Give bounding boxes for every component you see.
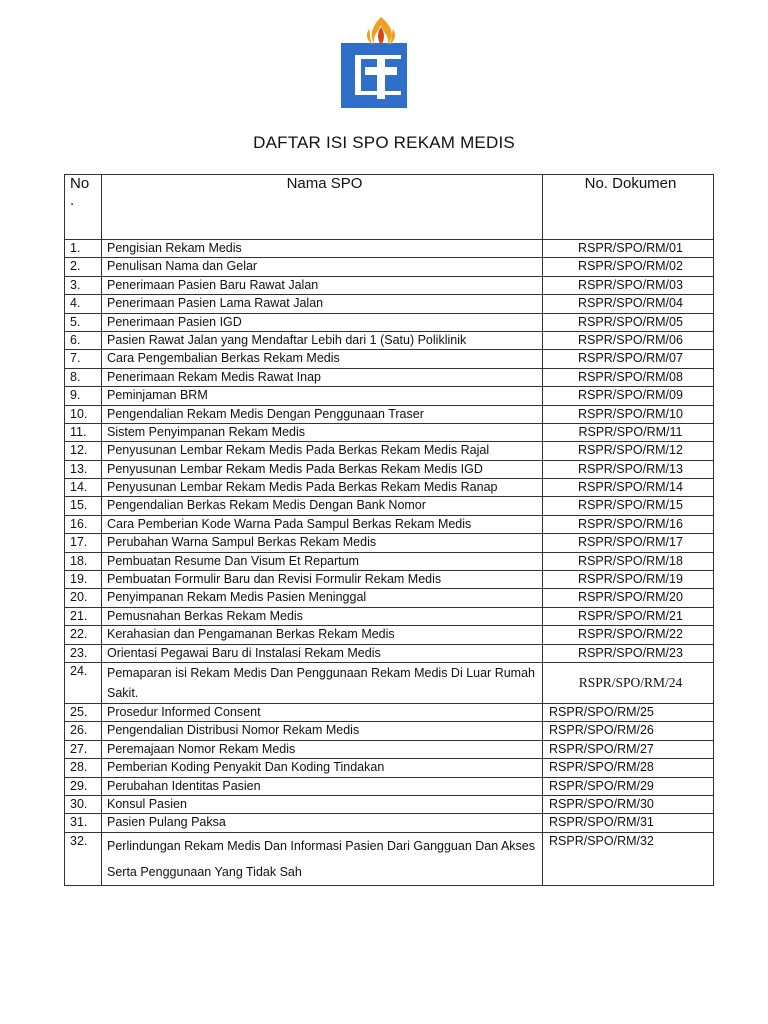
row-number: 8.: [65, 368, 102, 386]
document-number: RSPR/SPO/RM/16: [543, 515, 714, 533]
document-number: RSPR/SPO/RM/21: [543, 607, 714, 625]
document-number: RSPR/SPO/RM/02: [543, 258, 714, 276]
document-number: RSPR/SPO/RM/22: [543, 626, 714, 644]
table-header-row: [65, 175, 714, 240]
table-row: [65, 703, 714, 721]
document-number: RSPR/SPO/RM/08: [543, 368, 714, 386]
row-number: 29.: [65, 777, 102, 795]
table-row: [65, 240, 714, 258]
spo-name: Penerimaan Pasien IGD: [102, 313, 543, 331]
spo-name: Pasien Pulang Paksa: [102, 814, 543, 832]
row-number: 1.: [65, 240, 102, 258]
spo-name: Penyusunan Lembar Rekam Medis Pada Berkas Rekam Medis Rajal: [102, 442, 543, 460]
document-number: RSPR/SPO/RM/09: [543, 387, 714, 405]
row-number: 6.: [65, 331, 102, 349]
table-row: [65, 442, 714, 460]
row-number: 23.: [65, 644, 102, 662]
spo-name: Konsul Pasien: [102, 795, 543, 813]
row-number: 22.: [65, 626, 102, 644]
table-row: [65, 258, 714, 276]
spo-table: [64, 174, 714, 886]
spo-name: Pengisian Rekam Medis: [102, 240, 543, 258]
row-number: 5.: [65, 313, 102, 331]
table-row: [65, 607, 714, 625]
document-number: RSPR/SPO/RM/15: [543, 497, 714, 515]
row-number: 14.: [65, 479, 102, 497]
spo-name: Penerimaan Pasien Lama Rawat Jalan: [102, 295, 543, 313]
spo-name: Penyimpanan Rekam Medis Pasien Meninggal: [102, 589, 543, 607]
document-number: RSPR/SPO/RM/06: [543, 331, 714, 349]
spo-name: Penyusunan Lembar Rekam Medis Pada Berkas Rekam Medis IGD: [102, 460, 543, 478]
row-number: 18.: [65, 552, 102, 570]
table-row: [65, 814, 714, 832]
spo-name: Penulisan Nama dan Gelar: [102, 258, 543, 276]
table-row: [65, 626, 714, 644]
spo-name: Pengendalian Distribusi Nomor Rekam Medis: [102, 722, 543, 740]
spo-name: Pengendalian Berkas Rekam Medis Dengan Bank Nomor: [102, 497, 543, 515]
hospital-logo: [341, 15, 407, 110]
document-number: RSPR/SPO/RM/13: [543, 460, 714, 478]
hospital-cross-flame-icon: [341, 15, 407, 110]
row-number: 25.: [65, 703, 102, 721]
row-number: 27.: [65, 740, 102, 758]
spo-name: Prosedur Informed Consent: [102, 703, 543, 721]
table-row: [65, 331, 714, 349]
table-row: [65, 662, 714, 703]
spo-name: Pengendalian Rekam Medis Dengan Penggunaan Traser: [102, 405, 543, 423]
table-row: [65, 423, 714, 441]
table-body: [65, 240, 714, 886]
header-no: [65, 175, 102, 240]
row-number: 30.: [65, 795, 102, 813]
document-title: DAFTAR ISI SPO REKAM MEDIS: [253, 133, 515, 152]
row-number: 31.: [65, 814, 102, 832]
row-number: 26.: [65, 722, 102, 740]
table-row: [65, 722, 714, 740]
table-row: [65, 777, 714, 795]
table-row: [65, 644, 714, 662]
row-number: 17.: [65, 534, 102, 552]
document-number: RSPR/SPO/RM/30: [543, 795, 714, 813]
table-row: [65, 497, 714, 515]
row-number: 11.: [65, 423, 102, 441]
document-number: RSPR/SPO/RM/07: [543, 350, 714, 368]
table-row: [65, 515, 714, 533]
spo-name: Pemaparan isi Rekam Medis Dan Penggunaan Rekam Medis Di Luar Rumah Sakit.: [102, 662, 543, 703]
row-number: 16.: [65, 515, 102, 533]
table-row: [65, 405, 714, 423]
document-number: RSPR/SPO/RM/10: [543, 405, 714, 423]
table-row: [65, 295, 714, 313]
row-number: 19.: [65, 571, 102, 589]
spo-name: Sistem Penyimpanan Rekam Medis: [102, 423, 543, 441]
spo-name: Pembuatan Resume Dan Visum Et Repartum: [102, 552, 543, 570]
header-no-dot: .: [70, 192, 75, 209]
table-row: [65, 479, 714, 497]
document-number: RSPR/SPO/RM/11: [543, 423, 714, 441]
row-number: 7.: [65, 350, 102, 368]
spo-name: Orientasi Pegawai Baru di Instalasi Rekam Medis: [102, 644, 543, 662]
spo-name: Peremajaan Nomor Rekam Medis: [102, 740, 543, 758]
document-number: RSPR/SPO/RM/12: [543, 442, 714, 460]
table-row: [65, 589, 714, 607]
document-number: RSPR/SPO/RM/18: [543, 552, 714, 570]
row-number: 21.: [65, 607, 102, 625]
row-number: 12.: [65, 442, 102, 460]
document-number: RSPR/SPO/RM/26: [543, 722, 714, 740]
document-number: RSPR/SPO/RM/32: [543, 832, 714, 885]
document-number: RSPR/SPO/RM/20: [543, 589, 714, 607]
row-number: 15.: [65, 497, 102, 515]
spo-name: Penyusunan Lembar Rekam Medis Pada Berkas Rekam Medis Ranap: [102, 479, 543, 497]
table-row: [65, 759, 714, 777]
table-row: [65, 387, 714, 405]
row-number: 2.: [65, 258, 102, 276]
row-number: 32.: [65, 832, 102, 885]
table-row: [65, 350, 714, 368]
spo-name: Kerahasian dan Pengamanan Berkas Rekam Medis: [102, 626, 543, 644]
spo-name: Pasien Rawat Jalan yang Mendaftar Lebih dari 1 (Satu) Poliklinik: [102, 331, 543, 349]
document-number: RSPR/SPO/RM/27: [543, 740, 714, 758]
document-number: RSPR/SPO/RM/25: [543, 703, 714, 721]
table-row: [65, 460, 714, 478]
spo-name: Penerimaan Rekam Medis Rawat Inap: [102, 368, 543, 386]
row-number: 10.: [65, 405, 102, 423]
table-row: [65, 552, 714, 570]
spo-name: Penerimaan Pasien Baru Rawat Jalan: [102, 276, 543, 294]
document-number: RSPR/SPO/RM/17: [543, 534, 714, 552]
spo-name: Perlindungan Rekam Medis Dan Informasi Pasien Dari Gangguan Dan Akses Serta Penggunaan Yang Tidak Sah: [102, 832, 543, 885]
document-number: RSPR/SPO/RM/29: [543, 777, 714, 795]
table-row: [65, 368, 714, 386]
table-row: [65, 795, 714, 813]
header-no-label: No: [70, 175, 90, 192]
spo-name: Pemusnahan Berkas Rekam Medis: [102, 607, 543, 625]
spo-name: Perubahan Identitas Pasien: [102, 777, 543, 795]
row-number: 13.: [65, 460, 102, 478]
table-row: [65, 832, 714, 885]
spo-name: Pembuatan Formulir Baru dan Revisi Formulir Rekam Medis: [102, 571, 543, 589]
table-row: [65, 740, 714, 758]
spo-name: Perubahan Warna Sampul Berkas Rekam Medis: [102, 534, 543, 552]
document-number: RSPR/SPO/RM/01: [543, 240, 714, 258]
spo-name: Peminjaman BRM: [102, 387, 543, 405]
row-number: 4.: [65, 295, 102, 313]
row-number: 28.: [65, 759, 102, 777]
header-nama-spo: Nama SPO: [102, 175, 543, 240]
spo-name: Pemberian Koding Penyakit Dan Koding Tindakan: [102, 759, 543, 777]
document-number: RSPR/SPO/RM/03: [543, 276, 714, 294]
spo-name: Cara Pengembalian Berkas Rekam Medis: [102, 350, 543, 368]
document-number: RSPR/SPO/RM/23: [543, 644, 714, 662]
row-number: 20.: [65, 589, 102, 607]
document-number: RSPR/SPO/RM/19: [543, 571, 714, 589]
document-number: RSPR/SPO/RM/05: [543, 313, 714, 331]
row-number: 3.: [65, 276, 102, 294]
document-number: RSPR/SPO/RM/24: [543, 662, 714, 703]
document-number: RSPR/SPO/RM/28: [543, 759, 714, 777]
document-number: RSPR/SPO/RM/14: [543, 479, 714, 497]
document-number: RSPR/SPO/RM/04: [543, 295, 714, 313]
table-row: [65, 276, 714, 294]
document-number: RSPR/SPO/RM/31: [543, 814, 714, 832]
table-row: [65, 571, 714, 589]
row-number: 24.: [65, 662, 102, 703]
table-row: [65, 313, 714, 331]
table-row: [65, 534, 714, 552]
header-no-dokumen: No. Dokumen: [543, 175, 714, 240]
spo-name: Cara Pemberian Kode Warna Pada Sampul Berkas Rekam Medis: [102, 515, 543, 533]
row-number: 9.: [65, 387, 102, 405]
